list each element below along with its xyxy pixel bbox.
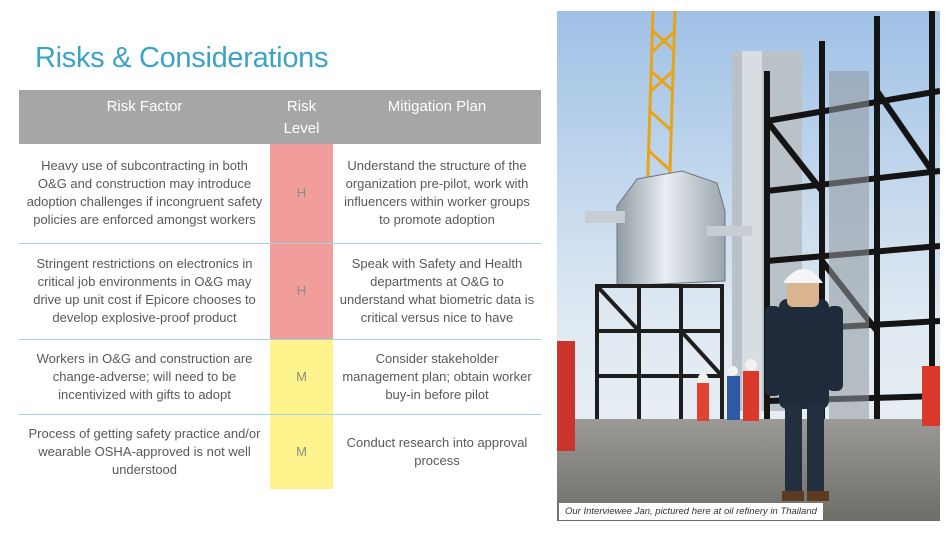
- risk-level-cell: [270, 339, 333, 414]
- table-row: [19, 414, 541, 489]
- risk-table: [19, 90, 541, 489]
- slide-title: Risks & Considerations: [35, 42, 329, 74]
- risk-factor-cell: Stringent restrictions on electronics in critical job environments in O&G may drive up unit cost if Epicore chooses to develop explosive-proof product: [19, 243, 270, 339]
- table-header-row: [19, 90, 541, 144]
- refinery-photo: [557, 11, 940, 521]
- header-risk-factor: Risk Factor: [19, 90, 270, 144]
- risk-level-cell: [270, 144, 333, 243]
- mitigation-cell: Consider stakeholder management plan; obtain worker buy-in before pilot: [333, 339, 541, 414]
- table-row: [19, 243, 541, 339]
- photo-caption: Our Interviewee Jan, pictured here at oil refinery in Thailand: [559, 503, 823, 520]
- risk-level-cell: [270, 243, 333, 339]
- risk-level-value: H: [296, 283, 307, 298]
- mitigation-cell: Speak with Safety and Health departments at O&G to understand what biometric data is critical versus nice to have: [333, 243, 541, 339]
- risk-level-value: M: [296, 368, 307, 384]
- risk-level-value: H: [296, 185, 307, 201]
- risk-factor-cell: Heavy use of subcontracting in both O&G and construction may introduce adoption challenges if incongruent safety policies are enforced amongst workers: [19, 144, 270, 243]
- mitigation-cell: Conduct research into approval process: [346, 434, 528, 468]
- table-row: [19, 144, 541, 243]
- header-risk-level: Risk Level: [270, 90, 333, 144]
- refinery-photo-illustration: [557, 11, 940, 521]
- risk-level-cell: [270, 414, 333, 489]
- header-mitigation-plan: Mitigation Plan: [333, 90, 541, 144]
- risk-factor-cell: Workers in O&G and construction are change-adverse; will need to be incentivized with gifts to adopt: [19, 339, 270, 414]
- risk-level-value: M: [296, 443, 307, 459]
- risk-factor-cell: Process of getting safety practice and/or wearable OSHA-approved is not well understood: [28, 425, 261, 477]
- table-row: [19, 339, 541, 414]
- mitigation-cell: Understand the structure of the organization pre-pilot, work with influencers within worker groups to promote adoption: [333, 144, 541, 243]
